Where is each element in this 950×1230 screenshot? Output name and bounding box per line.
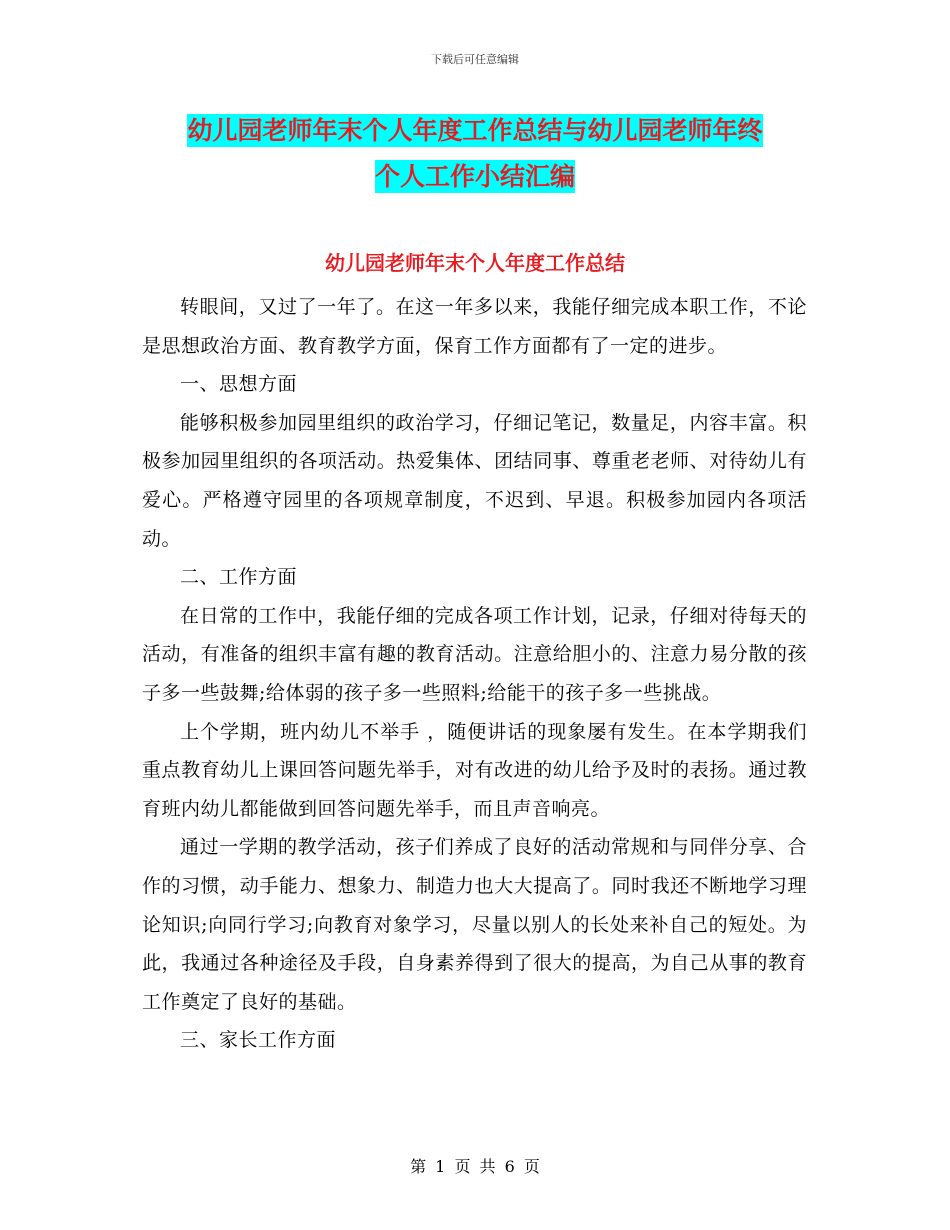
section-heading: 一、思想方面 (180, 373, 298, 396)
section-heading: 二、工作方面 (180, 566, 298, 589)
paragraph: 转眼间，又过了一年了。在这一年多以来，我能仔细完成本职工作，不论是思想政治方面、教育教学方面，保育工作方面都有了一定的进步。 (142, 296, 807, 357)
paragraph: 能够积极参加园里组织的政治学习，仔细记笔记，数量足，内容丰富。积极参加园里组织的各项活动。热爱集体、团结同事、尊重老老师、对待幼儿有爱心。严格遵守园里的各项规章制度，不迟到、早退。积极参加园内各项活动。 (142, 411, 807, 550)
page-number: 第 1 页 共 6 页 (410, 1157, 540, 1176)
page-header-note: 下载后可任意编辑 (431, 53, 519, 66)
section-heading: 三、家长工作方面 (180, 1029, 337, 1052)
document-body (142, 288, 807, 1060)
paragraph: 上个学期，班内幼儿不举手 ，随便讲话的现象屡有发生。在本学期我们重点教育幼儿上课回答问题先举手，对有改进的幼儿给予及时的表扬。通过教育班内幼儿都能做到回答问题先举手，而且声音响亮。 (142, 720, 807, 820)
document-title (120, 108, 830, 200)
paragraph: 在日常的工作中，我能仔细的完成各项工作计划，记录，仔细对待每天的活动，有准备的组织丰富有趣的教育活动。注意给胆小的、注意力易分散的孩子多一些鼓舞;给体弱的孩子多一些照料;给能干的孩子多一些挑战。 (142, 604, 807, 704)
paragraph: 通过一学期的教学活动，孩子们养成了良好的活动常规和与同伴分享、合作的习惯，动手能力、想象力、制造力也大大提高了。同时我还不断地学习理论知识;向同行学习;向教育对象学习，尽量以别人的长处来补自己的短处。为此，我通过各种途径及手段，自身素养得到了很大的提高，为自己从事的教育工作奠定了良好的基础。 (142, 836, 807, 1013)
document-title-line-1: 幼儿园老师年末个人年度工作总结与幼儿园老师年终 (187, 116, 763, 145)
document-title-line-2: 个人工作小结汇编 (374, 162, 575, 191)
section-title: 幼儿园老师年末个人年度工作总结 (325, 251, 625, 275)
